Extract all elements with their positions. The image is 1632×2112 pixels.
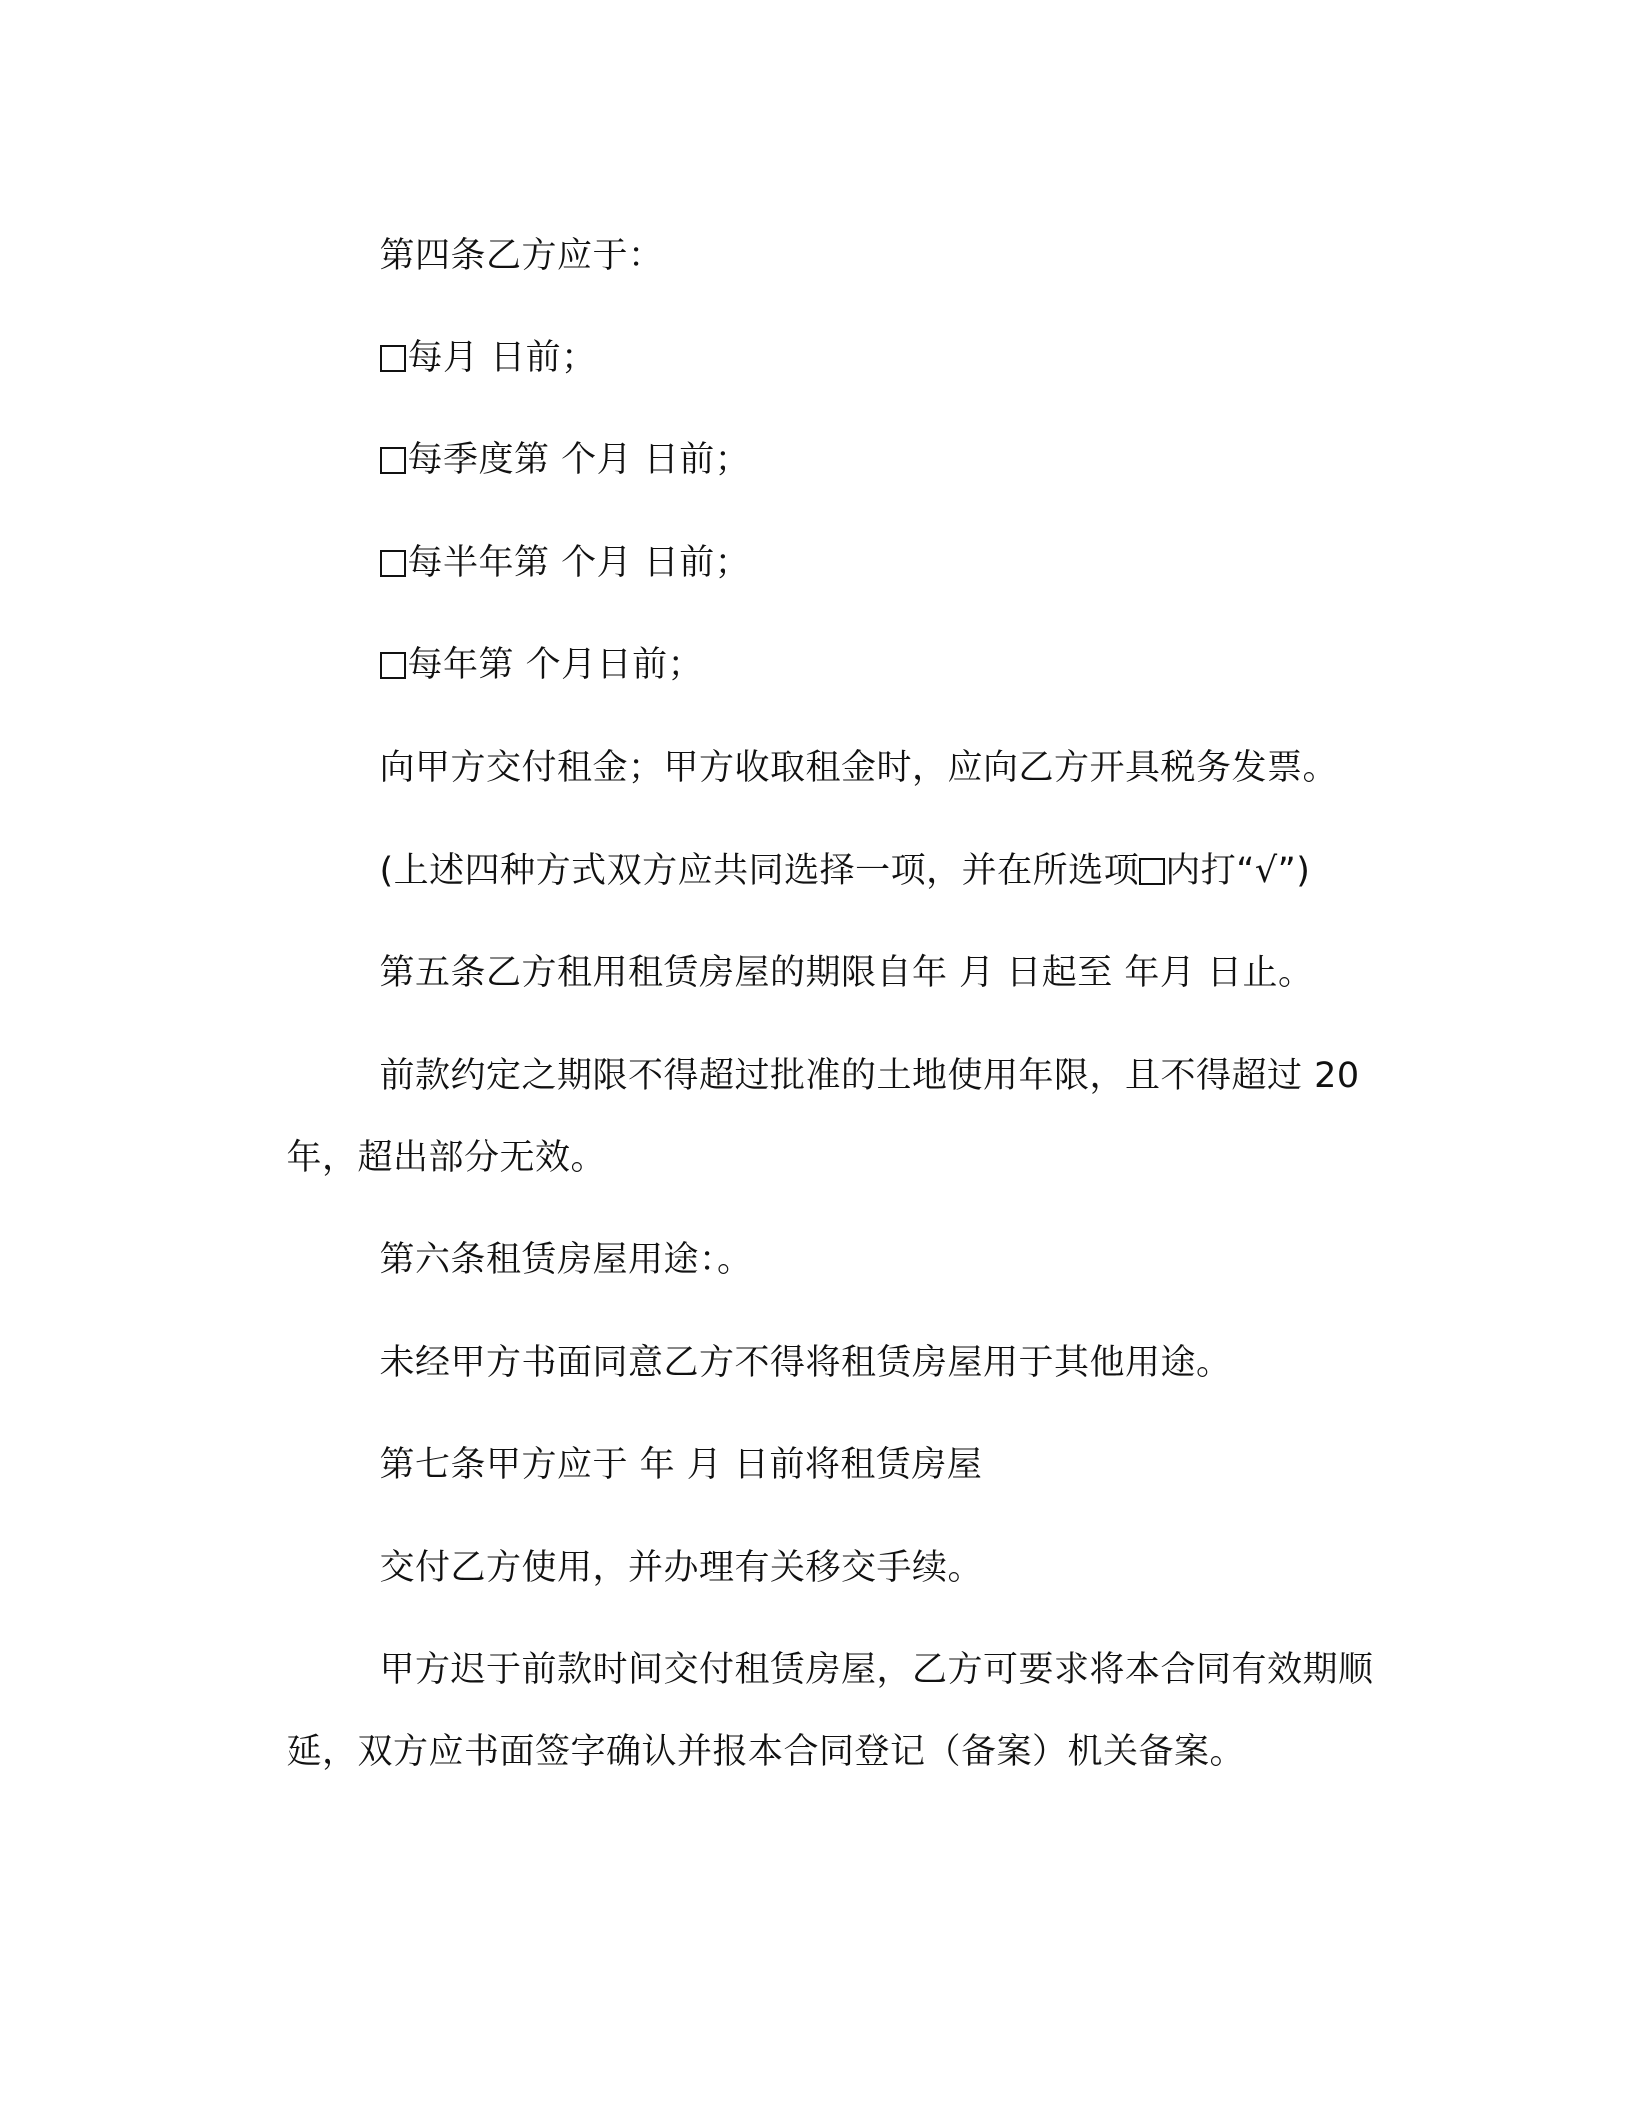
option-yearly xyxy=(333,605,703,725)
article-4-heading-text: 第四条乙方应于： xyxy=(379,236,664,276)
term-limit-text-1: 前款约定之期限不得超过批准的土地使用年限，且不得超过 20 xyxy=(379,1056,1360,1096)
delay-clause-text-2: 延，双方应书面签字确认并报本合同登记（备案）机关备案。 xyxy=(286,1732,1246,1772)
inline-checkbox-icon xyxy=(1139,858,1165,885)
rent-payment-clause xyxy=(333,708,1338,828)
term-limit-text-2: 年，超出部分无效。 xyxy=(286,1138,607,1178)
article-6 xyxy=(333,1200,753,1320)
article-6-text: 第六条租赁房屋用途：。 xyxy=(379,1240,753,1280)
article-5-text: 第五条乙方租用租赁房屋的期限自年 月 日起至 年月 日止。 xyxy=(379,953,1314,993)
rent-payment-text: 向甲方交付租金；甲方收取租金时，应向乙方开具税务发票。 xyxy=(379,748,1339,788)
checkbox-half-yearly[interactable] xyxy=(380,550,406,577)
handover-text: 交付乙方使用，并办理有关移交手续。 xyxy=(379,1548,984,1588)
selection-note-end: 内打“√”) xyxy=(1165,851,1311,891)
usage-restriction-text: 未经甲方书面同意乙方不得将租赁房屋用于其他用途。 xyxy=(379,1343,1232,1383)
option-yearly-label: 每年第 个月日前； xyxy=(407,645,704,685)
delay-clause-line-2 xyxy=(240,1692,1245,1812)
article-5 xyxy=(333,913,1314,1033)
delay-clause-text-1: 甲方迟于前款时间交付租赁房屋，乙方可要求将本合同有效期顺 xyxy=(379,1650,1374,1690)
option-monthly-label: 每月 日前； xyxy=(407,338,597,378)
option-quarterly-label: 每季度第 个月 日前； xyxy=(407,440,751,480)
checkbox-monthly[interactable] xyxy=(380,345,406,372)
checkbox-yearly[interactable] xyxy=(380,652,406,679)
option-half-yearly-label: 每半年第 个月 日前； xyxy=(407,543,751,583)
checkbox-quarterly[interactable] xyxy=(380,447,406,474)
article-7-text: 第七条甲方应于 年 月 日前将租赁房屋 xyxy=(379,1445,983,1485)
option-quarterly xyxy=(333,400,750,520)
selection-note-text: (上述四种方式双方应共同选择一项，并在所选项 xyxy=(379,851,1140,891)
article-7 xyxy=(333,1405,982,1525)
